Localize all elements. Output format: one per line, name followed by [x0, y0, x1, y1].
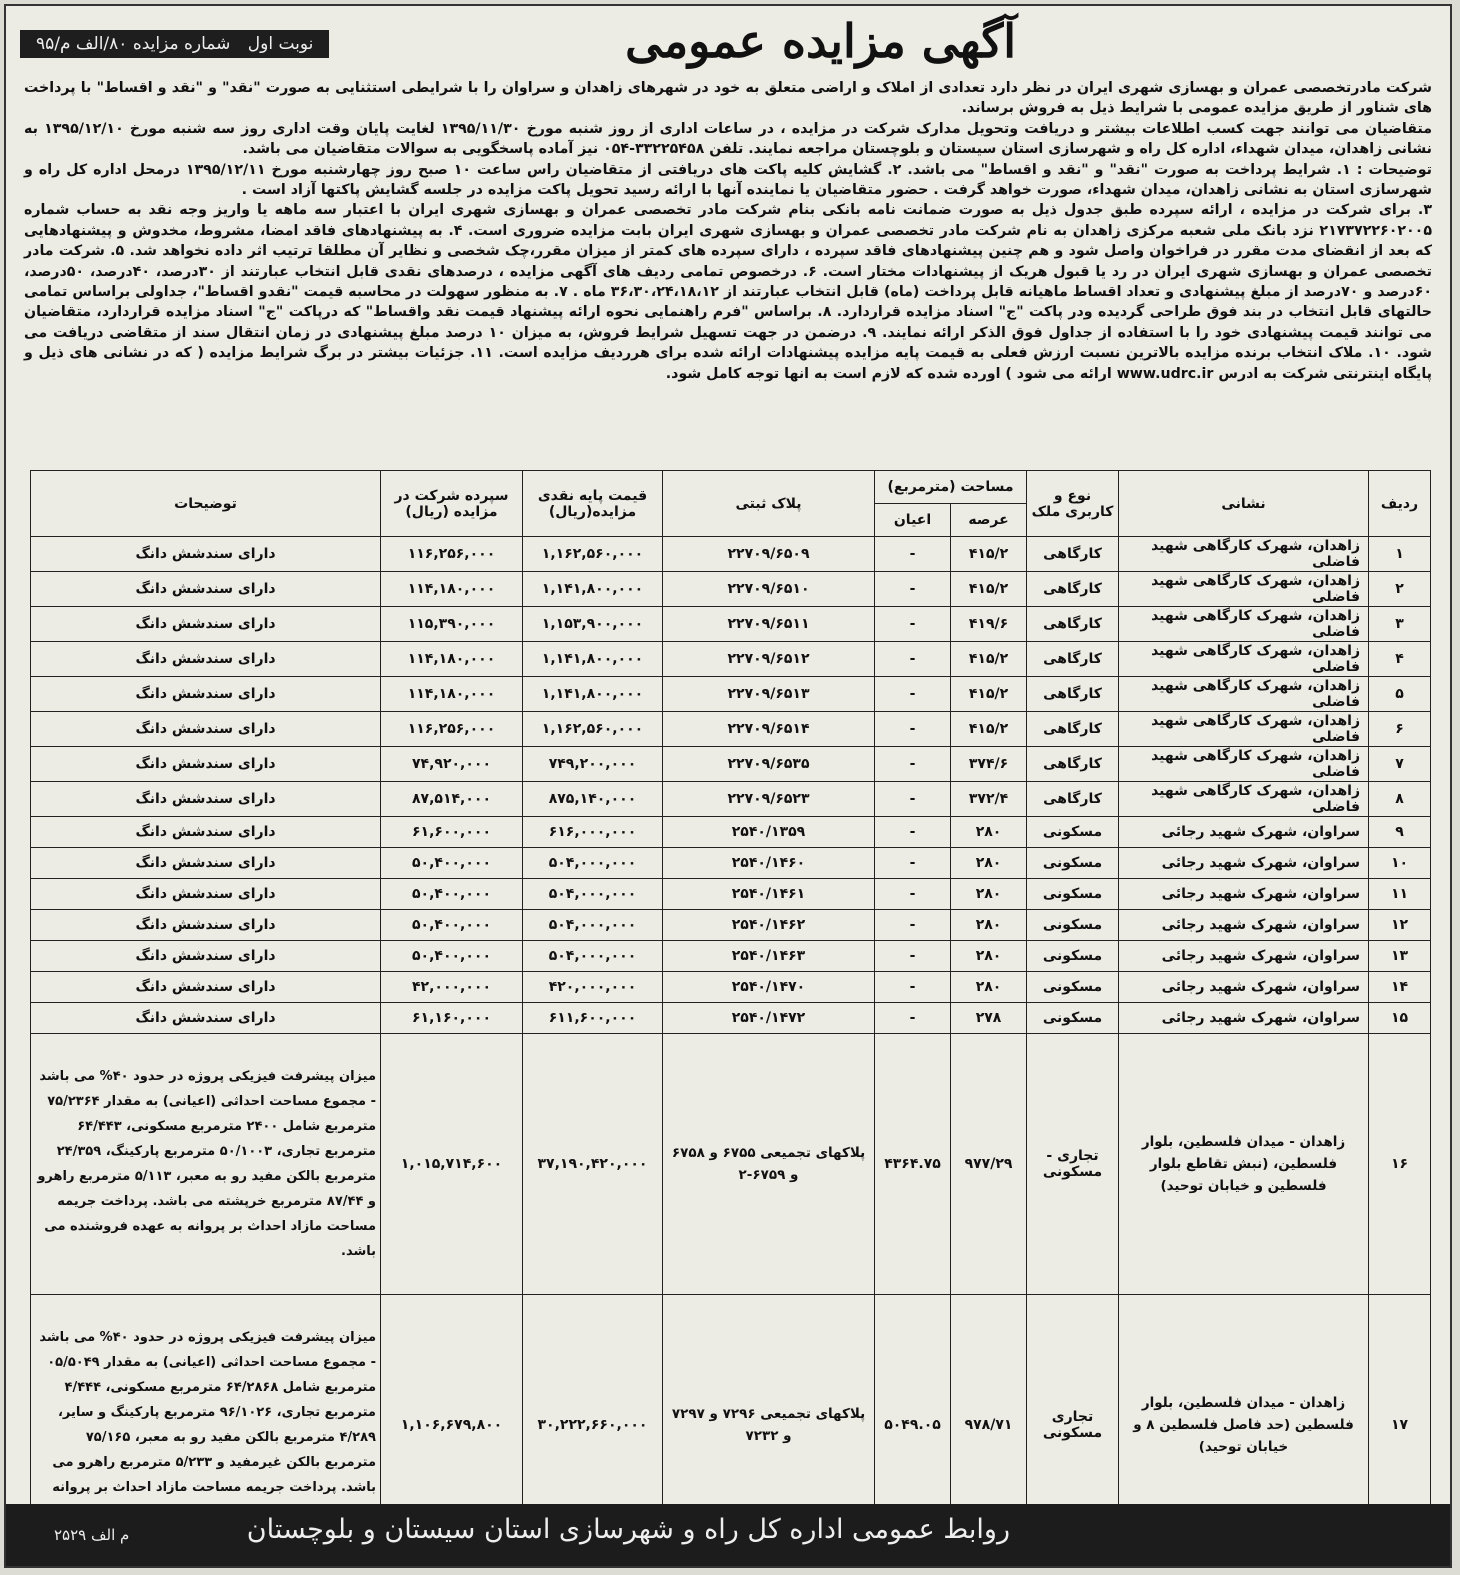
- cell-base-price: ۱,۱۴۱,۸۰۰,۰۰۰: [523, 572, 663, 607]
- cell-plaque: ۲۵۴۰/۱۴۷۰: [663, 972, 875, 1003]
- header-deposit: سپرده شرکت در مزایده (ریال): [381, 471, 523, 537]
- header-row-number: ردیف: [1369, 471, 1431, 537]
- cell-plaque: ۲۲۷۰۹/۶۵۱۳: [663, 677, 875, 712]
- table-row: [31, 941, 1431, 972]
- badge-round: نوبت اول: [247, 34, 314, 54]
- cell-land-area: ۴۱۵/۲: [951, 712, 1027, 747]
- cell-note: دارای سندشش دانگ: [31, 972, 381, 1003]
- cell-usage: مسکونی: [1027, 1003, 1119, 1034]
- auction-table: [30, 470, 1431, 1556]
- table-row: [31, 1034, 1431, 1295]
- cell-building-area: -: [875, 572, 951, 607]
- cell-base-price: ۱,۱۴۱,۸۰۰,۰۰۰: [523, 677, 663, 712]
- cell-usage: مسکونی: [1027, 848, 1119, 879]
- cell-building-area: -: [875, 941, 951, 972]
- cell-note: دارای سندشش دانگ: [31, 607, 381, 642]
- header-area: مساحت (مترمربع): [875, 471, 1027, 504]
- cell-note: دارای سندشش دانگ: [31, 879, 381, 910]
- cell-note: دارای سندشش دانگ: [31, 747, 381, 782]
- cell-address: زاهدان، شهرک کارگاهی شهید فاضلی: [1119, 607, 1369, 642]
- cell-plaque: ۲۵۴۰/۱۴۶۰: [663, 848, 875, 879]
- cell-building-area: ۵۰۴۹.۰۵: [875, 1295, 951, 1556]
- cell-row-number: ۱۱: [1369, 879, 1431, 910]
- cell-plaque: ۲۲۷۰۹/۶۵۱۲: [663, 642, 875, 677]
- cell-address: زاهدان، شهرک کارگاهی شهید فاضلی: [1119, 712, 1369, 747]
- cell-base-price: ۱,۱۵۳,۹۰۰,۰۰۰: [523, 607, 663, 642]
- cell-address: زاهدان، شهرک کارگاهی شهید فاضلی: [1119, 782, 1369, 817]
- cell-row-number: ۱۵: [1369, 1003, 1431, 1034]
- cell-deposit: ۱,۰۱۵,۷۱۴,۶۰۰: [381, 1034, 523, 1295]
- cell-deposit: ۱۱۶,۲۵۶,۰۰۰: [381, 537, 523, 572]
- cell-address: سراوان، شهرک شهید رجائی: [1119, 1003, 1369, 1034]
- table-body: [31, 537, 1431, 1556]
- cell-row-number: ۶: [1369, 712, 1431, 747]
- cell-base-price: ۳۰,۲۲۲,۶۶۰,۰۰۰: [523, 1295, 663, 1556]
- cell-base-price: ۳۷,۱۹۰,۴۲۰,۰۰۰: [523, 1034, 663, 1295]
- header-address: نشانی: [1119, 471, 1369, 537]
- cell-address: زاهدان، شهرک کارگاهی شهید فاضلی: [1119, 572, 1369, 607]
- cell-land-area: ۴۱۵/۲: [951, 677, 1027, 712]
- ad-code: م الف ۲۵۲۹: [54, 1526, 130, 1544]
- header: [20, 14, 1436, 70]
- cell-building-area: -: [875, 1003, 951, 1034]
- table-row: [31, 572, 1431, 607]
- badge-number: شماره مزایده ۸۰/الف م/۹۵: [36, 34, 231, 54]
- table-row: [31, 537, 1431, 572]
- table-row: [31, 972, 1431, 1003]
- cell-land-area: ۹۷۷/۲۹: [951, 1034, 1027, 1295]
- table-row: [31, 642, 1431, 677]
- cell-plaque: ۲۵۴۰/۱۴۶۲: [663, 910, 875, 941]
- cell-base-price: ۱,۱۶۲,۵۶۰,۰۰۰: [523, 537, 663, 572]
- cell-deposit: ۱۱۶,۲۵۶,۰۰۰: [381, 712, 523, 747]
- cell-address: زاهدان، شهرک کارگاهی شهید فاضلی: [1119, 747, 1369, 782]
- cell-building-area: -: [875, 782, 951, 817]
- cell-note: میزان پیشرفت فیزیکی پروژه در حدود ۴۰% می باشد - مجموع مساحت احداثی (اعیانی) به مقدار ۷۵/۲۳۶۴ مترمربع شامل ۲۴۰۰ مترمربع مسکونی، ۶۴/۴۴۳ مترمربع تجاری، ۵۰/۱۰۰۳ مترمربع پارکینگ، ۲۴/۳۵۹ مترمربع بالکن مفید رو به معبر، ۵/۱۱۳ مترمربع راهرو و ۸۷/۴۴ مترمربع خرپشته می باشد. پرداخت جریمه مساحت مازاد احداث بر پروانه به عهده فروشنده می باشد.: [31, 1034, 381, 1295]
- cell-note: دارای سندشش دانگ: [31, 677, 381, 712]
- cell-usage: مسکونی: [1027, 879, 1119, 910]
- cell-base-price: ۱,۱۶۲,۵۶۰,۰۰۰: [523, 712, 663, 747]
- cell-base-price: ۵۰۴,۰۰۰,۰۰۰: [523, 848, 663, 879]
- cell-deposit: ۱۱۵,۳۹۰,۰۰۰: [381, 607, 523, 642]
- cell-land-area: ۴۱۵/۲: [951, 537, 1027, 572]
- cell-building-area: -: [875, 910, 951, 941]
- cell-plaque: ۲۲۷۰۹/۶۵۱۴: [663, 712, 875, 747]
- cell-land-area: ۲۷۸: [951, 1003, 1027, 1034]
- intro-paragraph: شرکت مادرتخصصی عمران و بهسازی شهری ایران در نظر دارد تعدادی از املاک و اراضی متعلق به خود در شهرهای زاهدان و سراوان را با شرایطی استثنایی به صورت "نقد" و "نقد و اقساط" با پرداخت های شناور از طریق مزایده عمومی با شرایط ذیل به فروش برساند.: [24, 80, 1432, 117]
- cell-plaque: ۲۲۷۰۹/۶۵۳۵: [663, 747, 875, 782]
- intro-paragraph: توضیحات : ۱. شرایط پرداخت به صورت "نقد" و "نقد و اقساط" می باشد. ۲. گشایش کلیه پاکت های دریافتی از متقاضیان راس ساعت ۱۰ صبح روز چهارشنبه مورخ ۱۳۹۵/۱۲/۱۱ درمحل اداره کل راه و شهرسازی استان به نشانی زاهدان، میدان شهداء، صورت خواهد گرفت . حضور متقاضیان یا نماینده آنها با ارائه رسید تحویل پاکت مزایده در جلسه گشایش پاکتها آزاد است .: [24, 161, 1432, 199]
- newspaper-ad: [4, 4, 1452, 1568]
- cell-deposit: ۱۱۴,۱۸۰,۰۰۰: [381, 677, 523, 712]
- cell-address: سراوان، شهرک شهید رجائی: [1119, 879, 1369, 910]
- cell-plaque: ۲۲۷۰۹/۶۵۱۱: [663, 607, 875, 642]
- cell-base-price: ۶۱۶,۰۰۰,۰۰۰: [523, 817, 663, 848]
- cell-row-number: ۱۷: [1369, 1295, 1431, 1556]
- cell-land-area: ۲۸۰: [951, 848, 1027, 879]
- cell-row-number: ۲: [1369, 572, 1431, 607]
- cell-usage: کارگاهی: [1027, 607, 1119, 642]
- cell-building-area: -: [875, 677, 951, 712]
- cell-row-number: ۸: [1369, 782, 1431, 817]
- cell-land-area: ۴۱۵/۲: [951, 642, 1027, 677]
- cell-base-price: ۵۰۴,۰۰۰,۰۰۰: [523, 941, 663, 972]
- cell-row-number: ۴: [1369, 642, 1431, 677]
- cell-base-price: ۵۰۴,۰۰۰,۰۰۰: [523, 879, 663, 910]
- cell-row-number: ۱۳: [1369, 941, 1431, 972]
- cell-usage: تجاری مسکونی: [1027, 1295, 1119, 1556]
- cell-building-area: -: [875, 879, 951, 910]
- cell-deposit: ۴۲,۰۰۰,۰۰۰: [381, 972, 523, 1003]
- cell-plaque: پلاکهای تجمیعی ۷۲۹۶ و ۷۲۹۷ و ۷۲۳۲: [663, 1295, 875, 1556]
- cell-note: دارای سندشش دانگ: [31, 817, 381, 848]
- cell-note: دارای سندشش دانگ: [31, 642, 381, 677]
- cell-deposit: ۸۷,۵۱۴,۰۰۰: [381, 782, 523, 817]
- cell-address: زاهدان، شهرک کارگاهی شهید فاضلی: [1119, 537, 1369, 572]
- cell-deposit: ۱۱۴,۱۸۰,۰۰۰: [381, 642, 523, 677]
- table-row: [31, 747, 1431, 782]
- cell-note: میزان پیشرفت فیزیکی پروژه در حدود ۴۰% می باشد - مجموع مساحت احداثی (اعیانی) به مقدار ۰۵/۵۰۴۹ مترمربع شامل ۶۴/۲۸۶۸ مترمربع مسکونی، ۴/۴۴۴ مترمربع تجاری، ۹۶/۱۰۲۶ مترمربع پارکینگ و سایر، ۴/۲۸۹ مترمربع بالکن مفید رو به معبر، ۷۵/۱۶۵ مترمربع بالکن غیرمفید و ۵/۲۳۳ مترمربع راهرو می باشد. پرداخت جریمه مساحت مازاد احداث بر پروانه: [31, 1295, 381, 1556]
- cell-deposit: ۵۰,۴۰۰,۰۰۰: [381, 879, 523, 910]
- table-row: [31, 1003, 1431, 1034]
- footer-text: روابط عمومی اداره کل راه و شهرسازی استان سیستان و بلوچستان: [246, 1514, 1010, 1545]
- intro-paragraph: متقاضیان می توانند جهت کسب اطلاعات بیشتر و دریافت وتحویل مدارک شرکت در مزایده ، در ساعات اداری از روز شنبه مورخ ۱۳۹۵/۱۱/۳۰ لغایت پایان وقت اداری روز سه شنبه مورخ ۱۳۹۵/۱۲/۱۰ به نشانی زاهدان، میدان شهداء، اداره کل راه و شهرسازی استان سیستان و بلوچستان مراجعه نمایند. تلفن ۳۳۲۲۵۴۵۸-۰۵۴ نیز آماده پاسخگویی به سوالات متقاضیان می باشد.: [24, 120, 1433, 158]
- cell-plaque: ۲۵۴۰/۱۴۷۲: [663, 1003, 875, 1034]
- cell-land-area: ۴۱۵/۲: [951, 572, 1027, 607]
- cell-building-area: -: [875, 712, 951, 747]
- cell-plaque: پلاکهای تجمیعی ۶۷۵۵ و ۶۷۵۸ و ۶۷۵۹-۲: [663, 1034, 875, 1295]
- cell-address: زاهدان - میدان فلسطین، بلوار فلسطین (حد فاصل فلسطین ۸ و خیابان توحید): [1119, 1295, 1369, 1556]
- cell-land-area: ۲۸۰: [951, 910, 1027, 941]
- cell-address: سراوان، شهرک شهید رجائی: [1119, 941, 1369, 972]
- page-title: آگهی مزایده عمومی: [625, 14, 1016, 68]
- cell-usage: مسکونی: [1027, 910, 1119, 941]
- cell-deposit: ۶۱,۶۰۰,۰۰۰: [381, 817, 523, 848]
- cell-address: سراوان، شهرک شهید رجائی: [1119, 848, 1369, 879]
- table-row: [31, 848, 1431, 879]
- cell-row-number: ۹: [1369, 817, 1431, 848]
- cell-plaque: ۲۲۷۰۹/۶۵۱۰: [663, 572, 875, 607]
- intro-paragraph: ۳. برای شرکت در مزایده ، ارائه سپرده طبق جدول ذیل به صورت ضمانت نامه بانکی بنام شرکت مادر تخصصی عمران و بهسازی شهری ایران با اعتبار سه ماهه یا واریز وجه نقد به حساب شماره ۲۱۷۳۷۲۲۶۰۲۰۰۵ نزد بانک ملی شعبه مرکزی زاهدان به نام شرکت مادر تخصصی عمران و بهسازی شهری ایران بابت مزایده ضروری است. ۴. به پیشنهادهای فاقد امضا، مشروط، مخدوش و پیشنهادهایی که بعد از انقضای مدت مقرر در فراخوان واصل شود و هم چنین پیشنهادهای فاقد سپرده ، دارای سپرده های کمتر از میزان مقرر،چک شخصی و نظایر آن مطلقا ترتیب اثر داده نخواهد شد. ۵. شرکت مادر تخصصی عمران و بهسازی شهری ایران در رد یا قبول هریک از پیشنهادات مختار است. ۶. درخصوص تمامی ردیف های آگهی مزایده ، درصدهای نقدی قابل انتخاب عبارتند از ۳۰درصد، ۴۰درصد، ۵۰درصد، ۶۰درصد و ۷۰درصد از مبلغ پیشنهادی و تعداد اقساط ماهیانه قابل پرداخت (ماه) قابل انتخاب عبارتند از ۳۶،۳۰،۲۴،۱۸،۱۲ ماه . ۷. به منظور سهولت در محاسبه قیمت "نقدو اقساط"، جداولی براساس تمامی حالتهای قابل انتخاب در بند فوق طراحی گردیده ودر پاکت "ج" اسناد مزایده قراردارد. ۸. براساس "فرم راهنمایی نحوه ارائه پیشنهاد قیمت نقد واقساط" که درپاکت "ج" اسناد مزایده قراردارد، متقاضیان می توانند قیمت پیشنهادی خود را با استفاده از جداول فوق الذکر ارائه نمایند. ۹. درضمن در جهت تسهیل شرایط فروش، به میزان ۱۰ درصد مبلغ پیشنهادی در زمان انتقال سند از متقاضی دریافت می شود. ۱۰. ملاک انتخاب برنده مزایده بالاترین نسبت ارزش فعلی به قیمت پایه مزایده پیشنهادات ارائه شده برای هرردیف مزایده است. ۱۱. جزئیات بیشتر در برگ شرایط مزایده ( که در نشانی های ذیل و پایگاه اینترنتی شرکت به ادرس www.udrc.ir ارائه می شود ) اورده شده که لازم است به انها توجه کامل شود.: [24, 202, 1433, 382]
- cell-land-area: ۳۷۲/۴: [951, 782, 1027, 817]
- cell-plaque: ۲۵۴۰/۱۴۶۳: [663, 941, 875, 972]
- cell-building-area: -: [875, 972, 951, 1003]
- cell-deposit: ۱,۱۰۶,۶۷۹,۸۰۰: [381, 1295, 523, 1556]
- cell-usage: مسکونی: [1027, 817, 1119, 848]
- header-building-area: اعیان: [875, 504, 951, 537]
- cell-land-area: ۲۸۰: [951, 972, 1027, 1003]
- cell-row-number: ۱: [1369, 537, 1431, 572]
- cell-base-price: ۸۷۵,۱۴۰,۰۰۰: [523, 782, 663, 817]
- cell-note: دارای سندشش دانگ: [31, 910, 381, 941]
- header-usage: نوع و کاربری ملک: [1027, 471, 1119, 537]
- cell-plaque: ۲۵۴۰/۱۳۵۹: [663, 817, 875, 848]
- cell-base-price: ۵۰۴,۰۰۰,۰۰۰: [523, 910, 663, 941]
- cell-building-area: -: [875, 817, 951, 848]
- cell-note: دارای سندشش دانگ: [31, 712, 381, 747]
- cell-row-number: ۱۶: [1369, 1034, 1431, 1295]
- table-row: [31, 782, 1431, 817]
- cell-land-area: ۳۷۴/۶: [951, 747, 1027, 782]
- cell-building-area: -: [875, 747, 951, 782]
- cell-note: دارای سندشش دانگ: [31, 848, 381, 879]
- cell-land-area: ۲۸۰: [951, 879, 1027, 910]
- table-row: [31, 677, 1431, 712]
- cell-row-number: ۱۴: [1369, 972, 1431, 1003]
- cell-row-number: ۱۲: [1369, 910, 1431, 941]
- header-land-area: عرصه: [951, 504, 1027, 537]
- cell-land-area: ۹۷۸/۷۱: [951, 1295, 1027, 1556]
- cell-address: زاهدان، شهرک کارگاهی شهید فاضلی: [1119, 677, 1369, 712]
- table-row: [31, 879, 1431, 910]
- cell-building-area: -: [875, 848, 951, 879]
- cell-land-area: ۲۸۰: [951, 941, 1027, 972]
- cell-usage: کارگاهی: [1027, 747, 1119, 782]
- cell-deposit: ۶۱,۱۶۰,۰۰۰: [381, 1003, 523, 1034]
- cell-building-area: -: [875, 607, 951, 642]
- cell-building-area: ۴۳۶۴.۷۵: [875, 1034, 951, 1295]
- cell-note: دارای سندشش دانگ: [31, 782, 381, 817]
- cell-note: دارای سندشش دانگ: [31, 537, 381, 572]
- cell-building-area: -: [875, 642, 951, 677]
- cell-plaque: ۲۵۴۰/۱۴۶۱: [663, 879, 875, 910]
- cell-land-area: ۴۱۹/۶: [951, 607, 1027, 642]
- cell-plaque: ۲۲۷۰۹/۶۵۰۹: [663, 537, 875, 572]
- cell-usage: کارگاهی: [1027, 782, 1119, 817]
- cell-address: سراوان، شهرک شهید رجائی: [1119, 817, 1369, 848]
- cell-row-number: ۱۰: [1369, 848, 1431, 879]
- intro-text: [24, 78, 1432, 384]
- cell-row-number: ۳: [1369, 607, 1431, 642]
- cell-deposit: ۷۴,۹۲۰,۰۰۰: [381, 747, 523, 782]
- cell-base-price: ۷۴۹,۲۰۰,۰۰۰: [523, 747, 663, 782]
- cell-deposit: ۵۰,۴۰۰,۰۰۰: [381, 941, 523, 972]
- cell-usage: مسکونی: [1027, 972, 1119, 1003]
- table-row: [31, 910, 1431, 941]
- cell-base-price: ۶۱۱,۶۰۰,۰۰۰: [523, 1003, 663, 1034]
- cell-address: زاهدان، شهرک کارگاهی شهید فاضلی: [1119, 642, 1369, 677]
- cell-base-price: ۱,۱۴۱,۸۰۰,۰۰۰: [523, 642, 663, 677]
- table-row: [31, 607, 1431, 642]
- cell-usage: کارگاهی: [1027, 642, 1119, 677]
- cell-building-area: -: [875, 537, 951, 572]
- cell-note: دارای سندشش دانگ: [31, 1003, 381, 1034]
- cell-plaque: ۲۲۷۰۹/۶۵۲۳: [663, 782, 875, 817]
- cell-address: سراوان، شهرک شهید رجائی: [1119, 972, 1369, 1003]
- table-row: [31, 712, 1431, 747]
- header-base-price: قیمت پایه نقدی مزایده(ریال): [523, 471, 663, 537]
- cell-row-number: ۵: [1369, 677, 1431, 712]
- cell-usage: کارگاهی: [1027, 537, 1119, 572]
- cell-usage: تجاری - مسکونی: [1027, 1034, 1119, 1295]
- cell-land-area: ۲۸۰: [951, 817, 1027, 848]
- cell-row-number: ۷: [1369, 747, 1431, 782]
- cell-deposit: ۵۰,۴۰۰,۰۰۰: [381, 910, 523, 941]
- cell-address: زاهدان - میدان فلسطین، بلوار فلسطین، (نبش تقاطع بلوار فلسطین و خیابان توحید): [1119, 1034, 1369, 1295]
- round-badge: [20, 30, 329, 58]
- cell-base-price: ۴۲۰,۰۰۰,۰۰۰: [523, 972, 663, 1003]
- cell-note: دارای سندشش دانگ: [31, 572, 381, 607]
- header-plaque: پلاک ثبتی: [663, 471, 875, 537]
- cell-deposit: ۵۰,۴۰۰,۰۰۰: [381, 848, 523, 879]
- table-row: [31, 817, 1431, 848]
- cell-address: سراوان، شهرک شهید رجائی: [1119, 910, 1369, 941]
- cell-usage: مسکونی: [1027, 941, 1119, 972]
- cell-usage: کارگاهی: [1027, 712, 1119, 747]
- footer: [6, 1504, 1450, 1566]
- cell-usage: کارگاهی: [1027, 572, 1119, 607]
- cell-deposit: ۱۱۴,۱۸۰,۰۰۰: [381, 572, 523, 607]
- cell-note: دارای سندشش دانگ: [31, 941, 381, 972]
- cell-usage: کارگاهی: [1027, 677, 1119, 712]
- header-notes: توضیحات: [31, 471, 381, 537]
